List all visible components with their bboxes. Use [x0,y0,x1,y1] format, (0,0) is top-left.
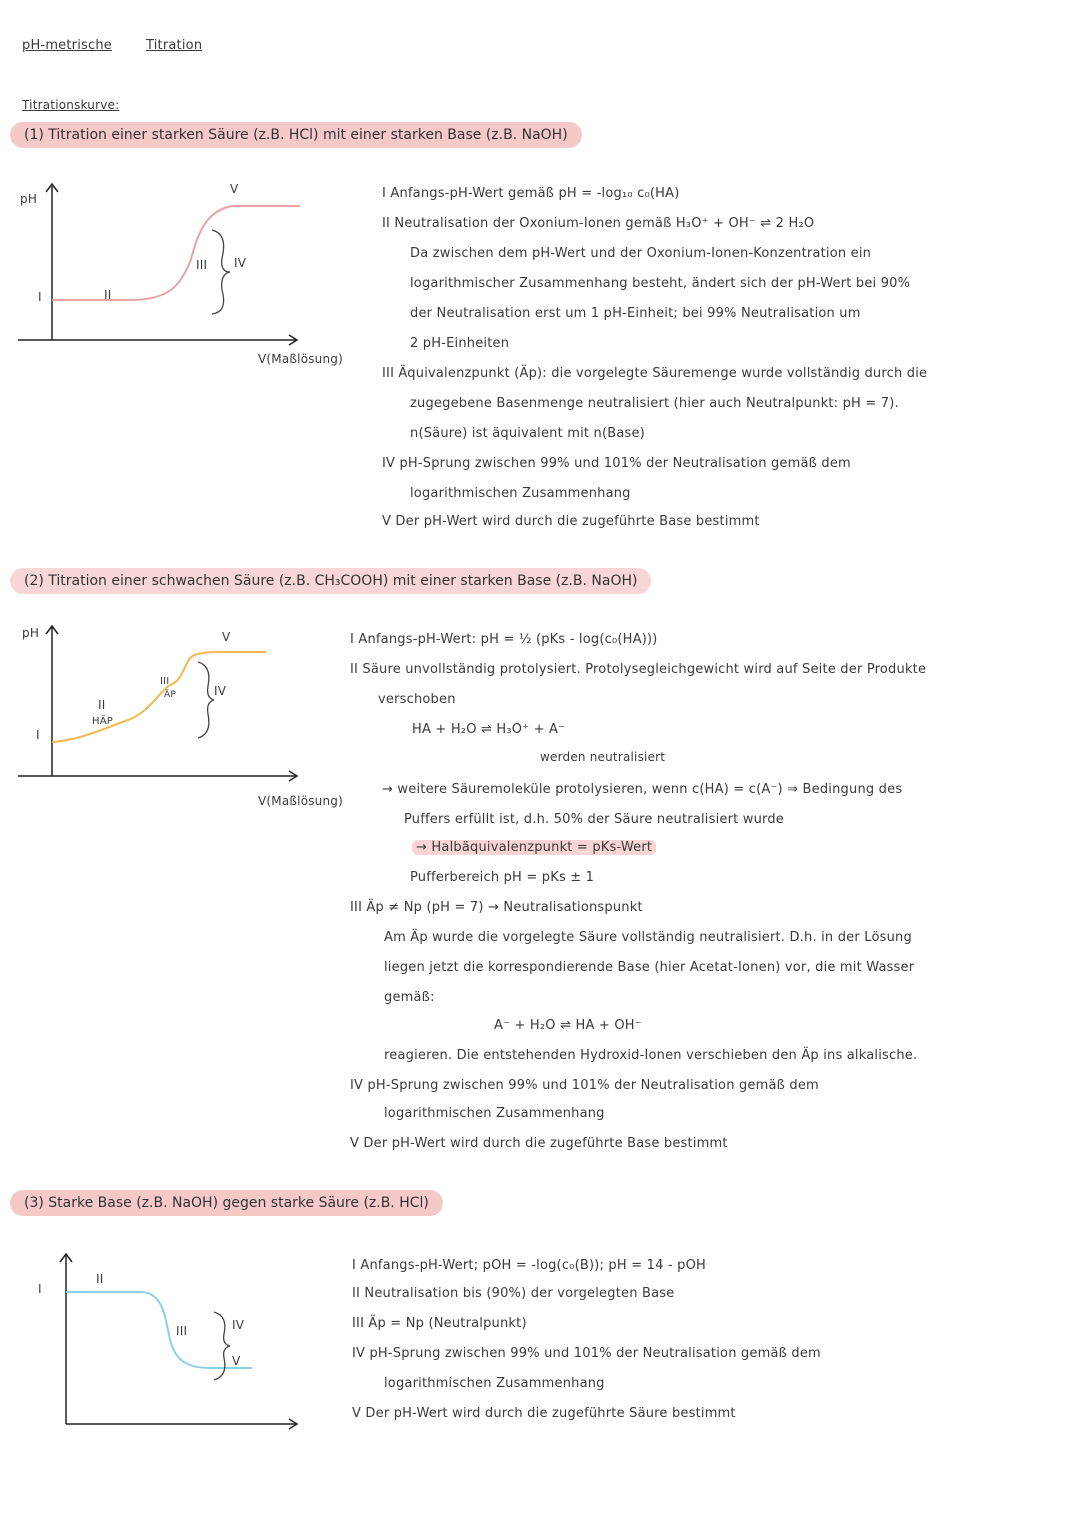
s2-line-16: IV pH-Sprung zwischen 99% und 101% der Neutralisation gemäß dem [350,1078,819,1093]
graph3-mark-1: I [38,1282,42,1296]
s2-line-12: liegen jetzt die korrespondierende Base (hier Acetat-Ionen) vor, die mit Wasser [384,960,915,975]
section1-heading: (1) Titration einer starken Säure (z.B. HCl) mit einer starken Base (z.B. NaOH) [10,122,582,148]
s2-line-14: A⁻ + H₂O ⇌ HA + OH⁻ [494,1018,642,1033]
graph3-mark-3: III [176,1324,188,1338]
graph2-xlabel: V(Maßlösung) [258,794,343,808]
graph2-mark-5: V [222,630,231,644]
s1-line-7: III Äquivalenzpunkt (Äp): die vorgelegte Säuremenge wurde vollständig durch die [382,366,928,381]
s3-line-1: I Anfangs-pH-Wert; pOH = -log(c₀(B)); pH = 14 - pOH [352,1258,706,1273]
s1-line-2: II Neutralisation der Oxonium-Ionen gemäß H₃O⁺ + OH⁻ ⇌ 2 H₂O [382,216,815,231]
s2-line-9: Pufferbereich pH = pKs ± 1 [410,870,595,885]
graph2 [18,626,297,781]
s1-line-4: logarithmischer Zusammenhang besteht, ändert sich der pH-Wert bei 90% [410,276,911,291]
graph2-mark-2: II [98,698,106,712]
graph2-ylabel: pH [22,626,40,640]
s2-line-11: Am Äp wurde die vorgelegte Säure vollständig neutralisiert. D.h. in der Lösung [384,930,912,945]
s1-line-1: I Anfangs-pH-Wert gemäß pH = -log₁₀ c₀(HA) [382,186,680,201]
graph2-mark-4: IV [214,684,227,698]
s3-line-4: IV pH-Sprung zwischen 99% und 101% der Neutralisation gemäß dem [352,1346,821,1361]
s1-line-10: IV pH-Sprung zwischen 99% und 101% der Neutralisation gemäß dem [382,456,851,471]
graph1-mark-1: I [38,290,42,304]
s3-line-6: V Der pH-Wert wird durch die zugeführte Säure bestimmt [352,1406,736,1421]
graph1-mark-5: V [230,182,239,196]
curve1 [52,206,300,300]
title-left: pH-metrische [22,38,112,53]
section2-heading: (2) Titration einer schwachen Säure (z.B. CH₃COOH) mit einer starken Base (z.B. NaOH) [10,568,651,594]
graph1 [18,184,300,345]
graph2-mark-hap: HÄP [92,716,113,727]
graph1-ylabel: pH [20,192,38,206]
graph2-mark-3: III [160,676,170,687]
s1-line-12: V Der pH-Wert wird durch die zugeführte Base bestimmt [382,514,760,529]
section3-heading: (3) Starke Base (z.B. NaOH) gegen starke Säure (z.B. HCl) [10,1190,443,1216]
s1-line-6: 2 pH-Einheiten [410,336,510,351]
s2-line-13: gemäß: [384,990,435,1005]
s2-line-1: I Anfangs-pH-Wert: pH = ½ (pKs - log(c₀(HA))) [350,632,658,647]
curve2 [52,652,266,742]
s1-line-9: n(Säure) ist äquivalent mit n(Base) [410,426,645,441]
graph2-mark-1: I [36,728,40,742]
s1-line-8: zugegebene Basenmenge neutralisiert (hier auch Neutralpunkt: pH = 7). [410,396,899,411]
subtitle: Titrationskurve: [22,98,120,112]
s2-line-15: reagieren. Die entstehenden Hydroxid-Ionen verschieben den Äp ins alkalische. [384,1048,918,1063]
s3-line-3: III Äp = Np (Neutralpunkt) [352,1316,527,1331]
s2-line-3: verschoben [378,692,456,707]
graph1-mark-4: IV [234,256,247,270]
s2-line-5: werden neutralisiert [540,750,666,764]
s1-line-3: Da zwischen dem pH-Wert und der Oxonium-Ionen-Konzentration ein [410,246,872,261]
s1-line-5: der Neutralisation erst um 1 pH-Einheit; bei 99% Neutralisation um [410,306,861,321]
graph3-mark-4: IV [232,1318,245,1332]
s2-line-6: → weitere Säuremoleküle protolysieren, wenn c(HA) = c(A⁻) ⇒ Bedingung des [382,782,903,797]
graph2-mark-ap: ÄP [164,690,176,700]
graph1-mark-2: II [104,288,112,302]
s1-line-11: logarithmischen Zusammenhang [410,486,631,501]
s2-line-17: logarithmischen Zusammenhang [384,1106,605,1121]
graph3-mark-2: II [96,1272,104,1286]
page-title-right: Titration [146,38,203,53]
s3-line-2: II Neutralisation bis (90%) der vorgelegten Base [352,1286,675,1301]
s2-line-2: II Säure unvollständig protolysiert. Protolysegleichgewicht wird auf Seite der Produkte [350,662,927,677]
s2-line-10: III Äp ≠ Np (pH = 7) → Neutralisationspunkt [350,900,643,915]
s3-line-5: logarithmischen Zusammenhang [384,1376,605,1391]
s2-line-8: → Halbäquivalenzpunkt = pKs-Wert [412,840,656,855]
graph1-xlabel: V(Maßlösung) [258,352,343,366]
s2-line-7: Puffers erfüllt ist, d.h. 50% der Säure neutralisiert wurde [404,812,785,827]
s2-line-18: V Der pH-Wert wird durch die zugeführte Base bestimmt [350,1136,728,1151]
s2-line-4: HA + H₂O ⇌ H₃O⁺ + A⁻ [412,722,566,737]
graph1-mark-3: III [196,258,208,272]
graph3-mark-5: V [232,1354,241,1368]
